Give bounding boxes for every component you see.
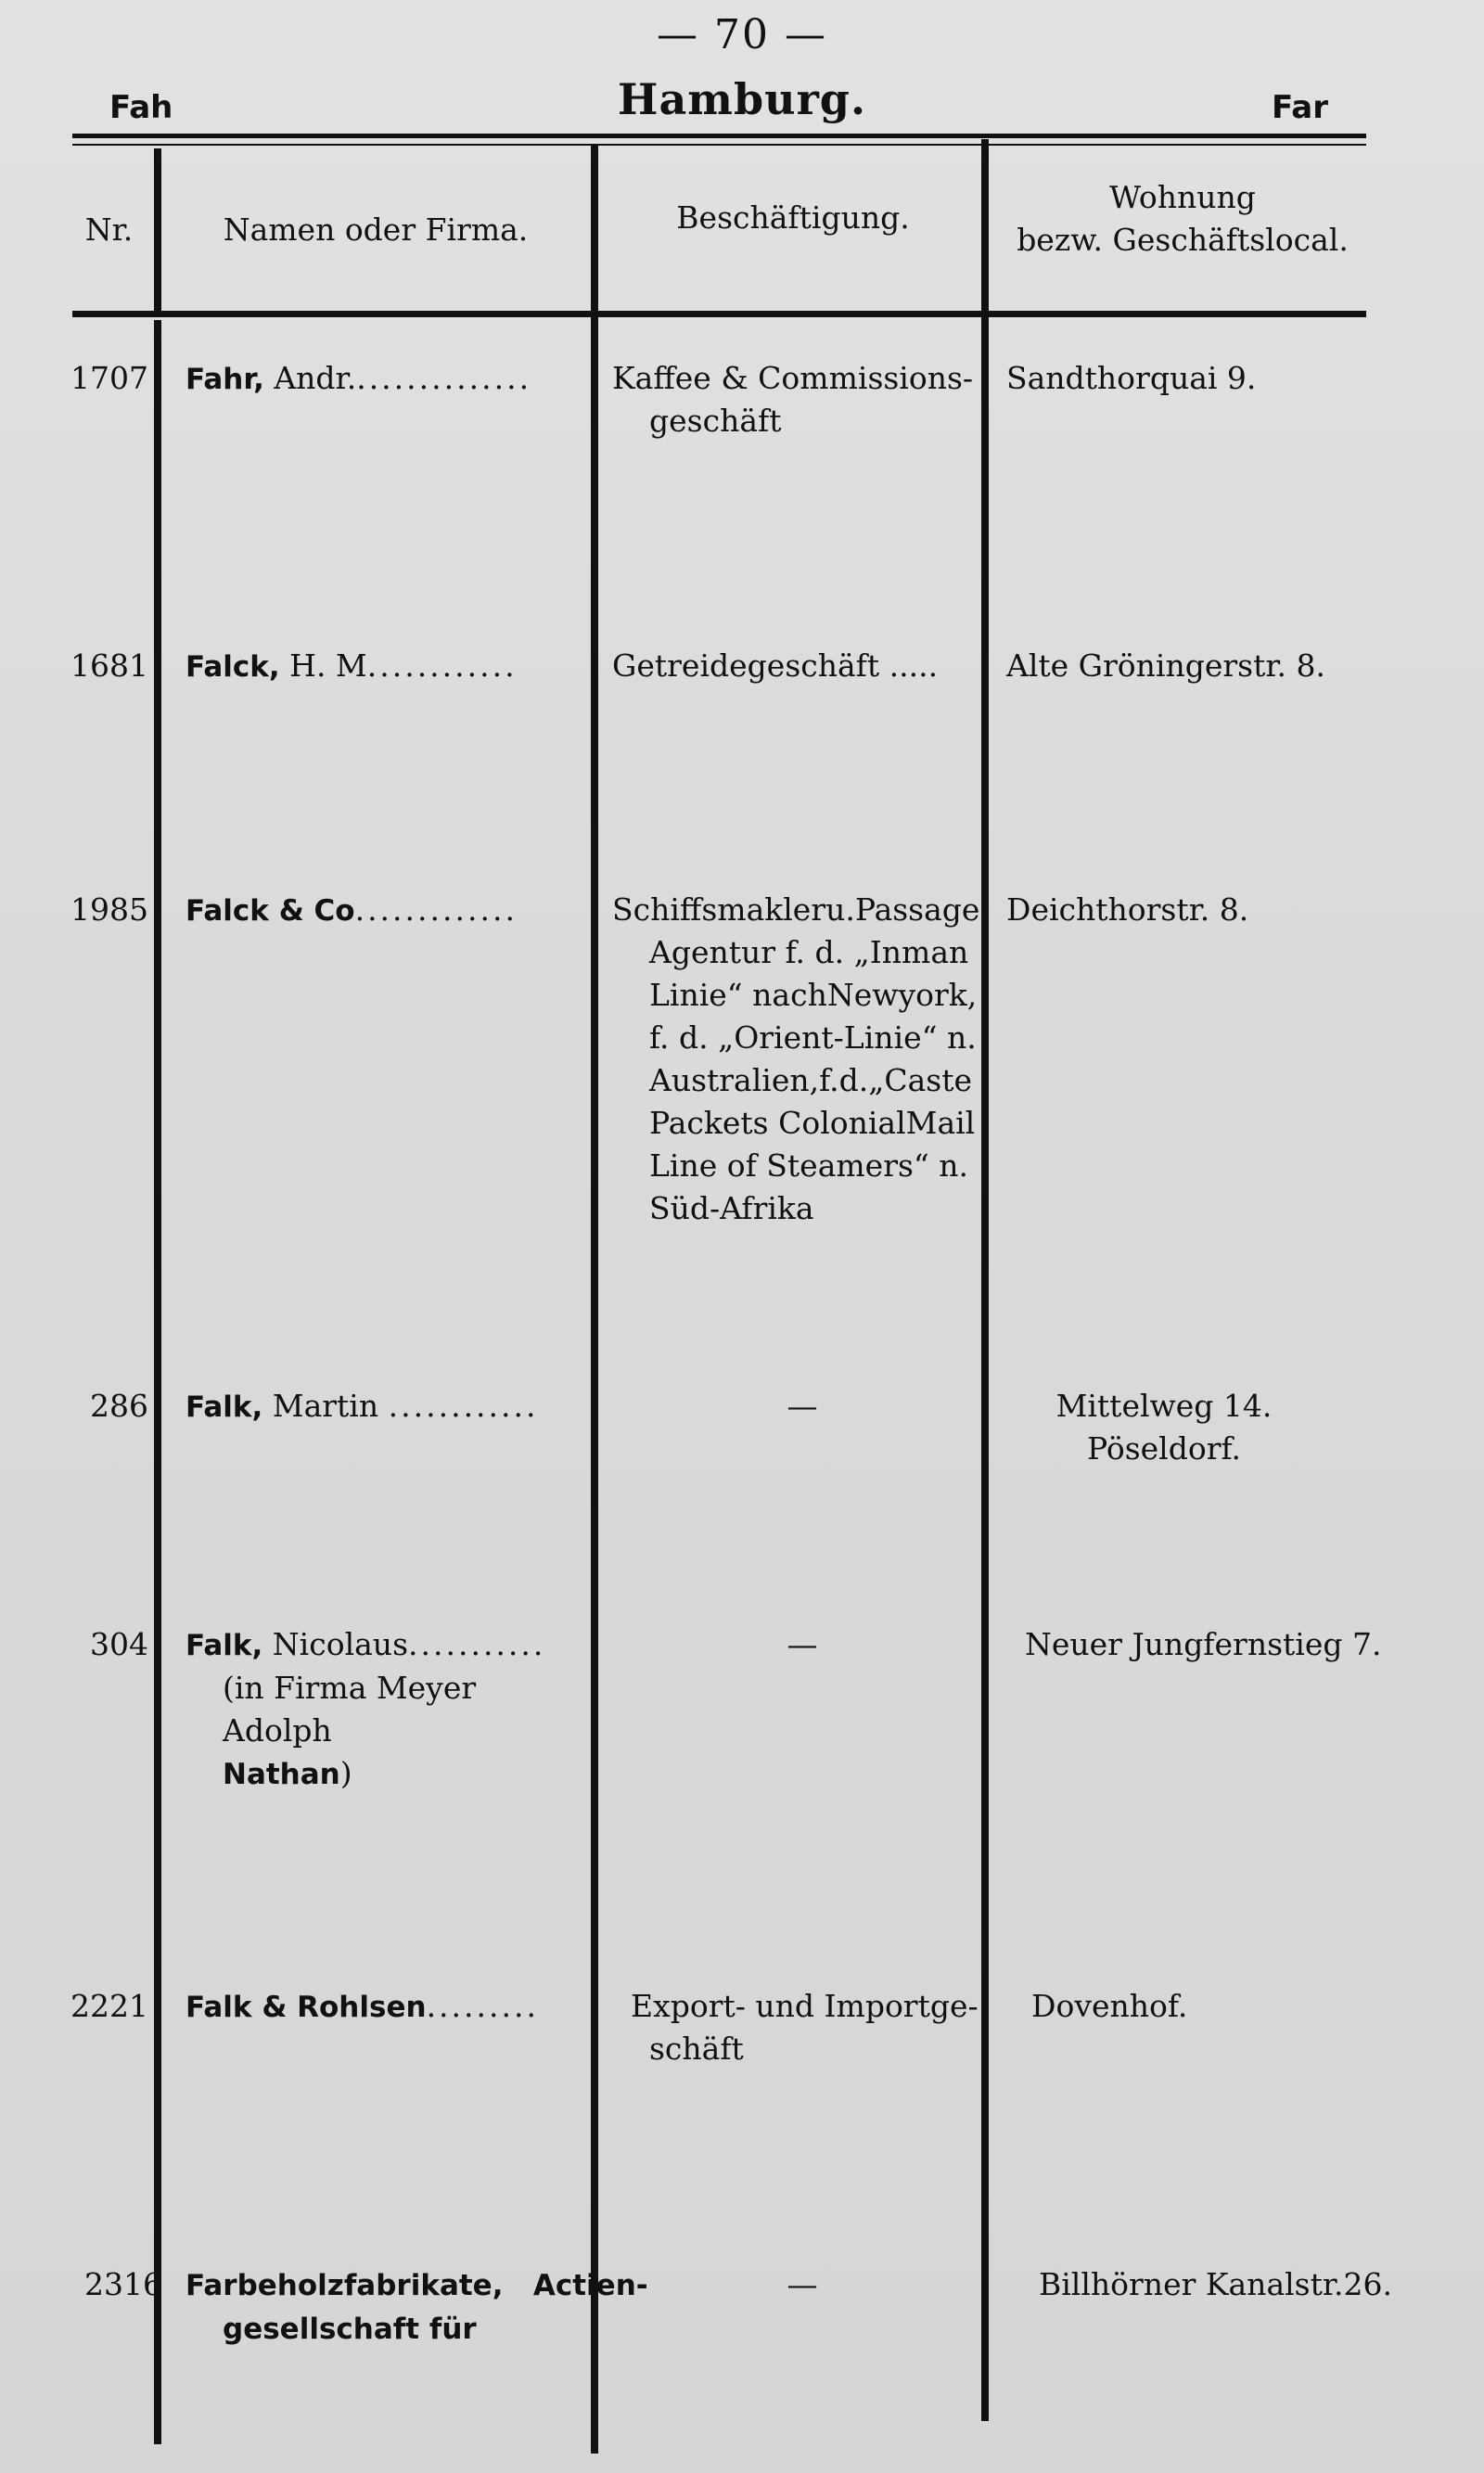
leader-dots: ......... bbox=[426, 1988, 539, 2024]
entry-number: 1707 bbox=[70, 360, 148, 396]
entry-name-bold: Falk, bbox=[186, 1629, 263, 1662]
entry-occupation bbox=[612, 357, 992, 442]
entry-name bbox=[186, 889, 594, 932]
entry-name bbox=[186, 1623, 594, 1796]
entry-number: 1681 bbox=[70, 647, 148, 684]
occupation-line: Süd-Afrika bbox=[649, 1190, 814, 1226]
entry-name-rest: Andr. bbox=[263, 360, 357, 396]
entry-name-rest: Nicolaus bbox=[262, 1626, 408, 1662]
entry-address bbox=[1006, 645, 1433, 687]
occupation-line: Line of Steamers“ n. bbox=[649, 1147, 969, 1184]
entry-number: 286 bbox=[90, 1388, 148, 1424]
occupation-line: Getreidegeschäft ..... bbox=[612, 647, 939, 684]
entry-name-bold-cont: gesellschaft für bbox=[223, 2313, 477, 2346]
column-header-address-line2: bezw. Geschäftslocal. bbox=[1017, 222, 1349, 258]
column-divider-2 bbox=[591, 144, 598, 2454]
page-number: — 70 — bbox=[657, 11, 827, 58]
address-line: Dovenhof. bbox=[1031, 1988, 1188, 2024]
address-line: Neuer Jungfernstieg 7. bbox=[1025, 1626, 1382, 1662]
entry-name-rest: H. M bbox=[279, 647, 367, 684]
column-header-address bbox=[988, 176, 1377, 262]
guide-word-right: Far bbox=[1272, 89, 1328, 126]
occupation-line: — bbox=[787, 2266, 818, 2302]
top-rule-thin bbox=[72, 144, 1366, 146]
entry-occupation bbox=[631, 1985, 1011, 2070]
occupation-line: Kaffee & Commissions- bbox=[612, 360, 974, 396]
entry-name-bold: Falk & Rohlsen bbox=[186, 1991, 427, 2024]
entry-occupation bbox=[612, 1623, 992, 1666]
leader-dots: .............. bbox=[356, 360, 532, 396]
entry-name bbox=[186, 1385, 594, 1429]
city-heading: Hamburg. bbox=[618, 74, 866, 124]
top-rule bbox=[72, 134, 1366, 138]
leader-dots: ............. bbox=[354, 891, 518, 928]
entry-name-bold: Falk, bbox=[186, 1390, 263, 1424]
entry-number: 2316 bbox=[84, 2266, 162, 2302]
address-line: Mittelweg 14. bbox=[1055, 1388, 1273, 1424]
entry-address bbox=[1002, 1385, 1326, 1470]
entry-name-bold: Fahr, bbox=[186, 363, 264, 396]
entry-name-rest: Martin bbox=[262, 1388, 379, 1424]
occupation-line: geschäft bbox=[649, 403, 782, 439]
leader-dots: ............ bbox=[366, 647, 518, 684]
entry-number: 304 bbox=[90, 1626, 148, 1662]
occupation-line: Packets ColonialMail bbox=[649, 1105, 976, 1141]
address-line: Alte Gröningerstr. 8. bbox=[1006, 647, 1325, 684]
entry-address bbox=[1039, 2263, 1465, 2306]
entry-number: 2221 bbox=[70, 1988, 148, 2024]
leader-dots: ............ bbox=[388, 1388, 539, 1424]
column-header-address-line1: Wohnung bbox=[1109, 179, 1256, 215]
address-line: Deichthorstr. 8. bbox=[1006, 891, 1249, 928]
occupation-line: — bbox=[787, 1626, 818, 1662]
entry-number: 1985 bbox=[70, 891, 148, 928]
occupation-line: Australien,f.d.„Caste bbox=[649, 1062, 972, 1098]
entry-name-note-bold: Nathan bbox=[223, 1758, 340, 1791]
leader-dots: ........... bbox=[408, 1626, 546, 1662]
occupation-line: Linie“ nachNewyork, bbox=[649, 977, 978, 1013]
column-divider-1b bbox=[154, 320, 161, 2444]
entry-occupation bbox=[612, 2263, 992, 2306]
entry-name-bold: Farbeholzfabrikate, Actien- bbox=[186, 2269, 648, 2302]
entry-name-bold: Falck, bbox=[186, 650, 280, 684]
occupation-line: — bbox=[787, 1388, 818, 1424]
address-line: Billhörner Kanalstr.26. bbox=[1039, 2266, 1392, 2302]
entry-name bbox=[186, 645, 594, 688]
occupation-line: f. d. „Orient-Linie“ n. bbox=[649, 1019, 977, 1056]
column-divider-3 bbox=[981, 139, 989, 2421]
occupation-line: Export- und Importge- bbox=[631, 1988, 979, 2024]
column-header-name: Namen oder Firma. bbox=[223, 211, 529, 248]
entry-name bbox=[186, 357, 594, 401]
address-line: Sandthorquai 9. bbox=[1006, 360, 1257, 396]
entry-occupation bbox=[612, 889, 992, 1230]
header-rule bbox=[72, 311, 1366, 317]
guide-word-left: Fah bbox=[109, 89, 173, 126]
entry-name bbox=[186, 1985, 594, 2029]
entry-address bbox=[1006, 889, 1433, 931]
occupation-line: Schiffsmakleru.Passage bbox=[612, 891, 980, 928]
column-header-nr: Nr. bbox=[84, 211, 134, 248]
occupation-line: Agentur f. d. „Inman bbox=[649, 934, 969, 970]
entry-name-bold: Falck & Co bbox=[186, 894, 355, 928]
entry-name-note: (in Firma Meyer Adolph bbox=[223, 1670, 477, 1749]
entry-name bbox=[186, 2263, 648, 2351]
entry-occupation bbox=[612, 645, 992, 687]
entry-address bbox=[1025, 1623, 1452, 1666]
entry-name-note-end: ) bbox=[339, 1755, 352, 1791]
address-line: Pöseldorf. bbox=[1086, 1430, 1242, 1467]
column-divider-1 bbox=[154, 148, 161, 311]
entry-address bbox=[1006, 357, 1433, 400]
entry-occupation bbox=[612, 1385, 992, 1428]
occupation-line: schäft bbox=[649, 2031, 744, 2067]
entry-address bbox=[1031, 1985, 1458, 2028]
column-header-occupation: Beschäftigung. bbox=[676, 199, 910, 236]
